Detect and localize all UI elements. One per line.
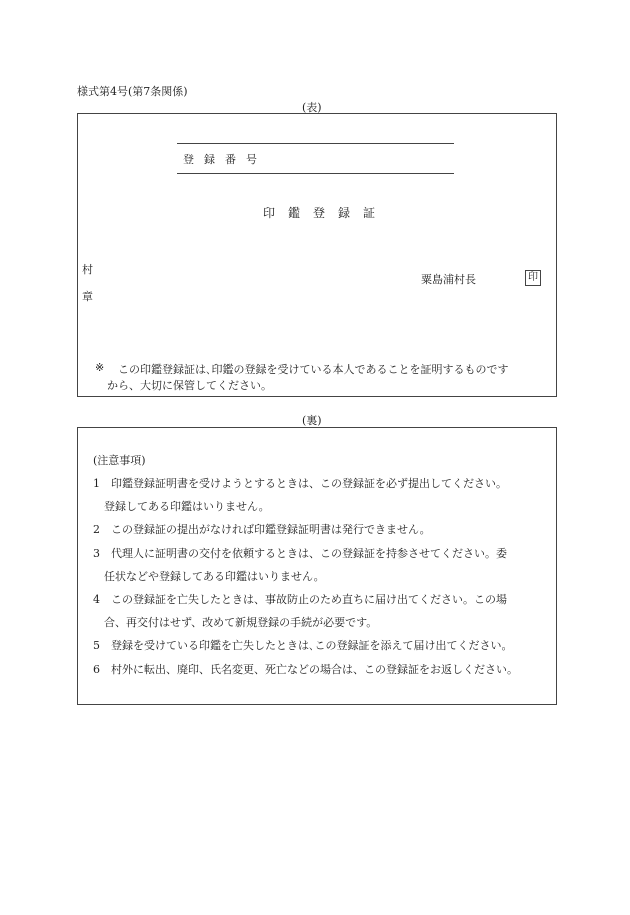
note-line-2: から、大切に保管してください。 (107, 379, 272, 392)
form-label: 様式第4号(第7条関係) (77, 85, 188, 98)
note-item-3b: 任状などや登録してある印鑑はいりません。 (93, 570, 325, 583)
certificate-title: 印鑑登録証 (263, 206, 389, 220)
reg-number-top-rule (177, 143, 454, 144)
village-seal-top: 村 (82, 263, 93, 276)
seal-mark: 印 (525, 270, 541, 286)
reg-number-bottom-rule (177, 173, 454, 174)
note-item-4b: 合、再交付はせず、改めて新規登録の手続が必要です。 (93, 616, 378, 629)
note-item-1b: 登録してある印鑑はいりません。 (93, 500, 270, 513)
note-item-2: 2 この登録証の提出がなければ印鑑登録証明書は発行できません。 (93, 523, 431, 536)
note-item-3a: 3 代理人に証明書の交付を依頼するときは、この登録証を持参させてください。委 (93, 547, 507, 560)
notes-heading: (注意事項) (93, 454, 146, 467)
note-item-5: 5 登録を受けている印鑑を亡失したときは､この登録証を添えて届け出てください。 (93, 639, 513, 652)
village-seal-bottom: 章 (82, 290, 93, 303)
front-side-label: (表) (302, 101, 322, 114)
note-mark: ※ (95, 361, 105, 374)
reg-number-label: 登録番号 (183, 153, 267, 166)
mayor-title: 粟島浦村長 (421, 273, 476, 286)
note-item-4a: 4 この登録証を亡失したときは、事故防止のため直ちに届け出てください。この場 (93, 593, 507, 606)
back-side-label: (裏) (302, 414, 322, 427)
note-item-1a: 1 印鑑登録証明書を受けようとするときは、この登録証を必ず提出してください。 (93, 477, 507, 490)
front-card (77, 113, 557, 397)
note-line-1: この印鑑登録証は､印鑑の登録を受けている本人であることを証明するものです (118, 363, 509, 376)
note-item-6: 6 村外に転出、廃印、氏名変更、死亡などの場合は、この登録証をお返しください。 (93, 663, 518, 676)
